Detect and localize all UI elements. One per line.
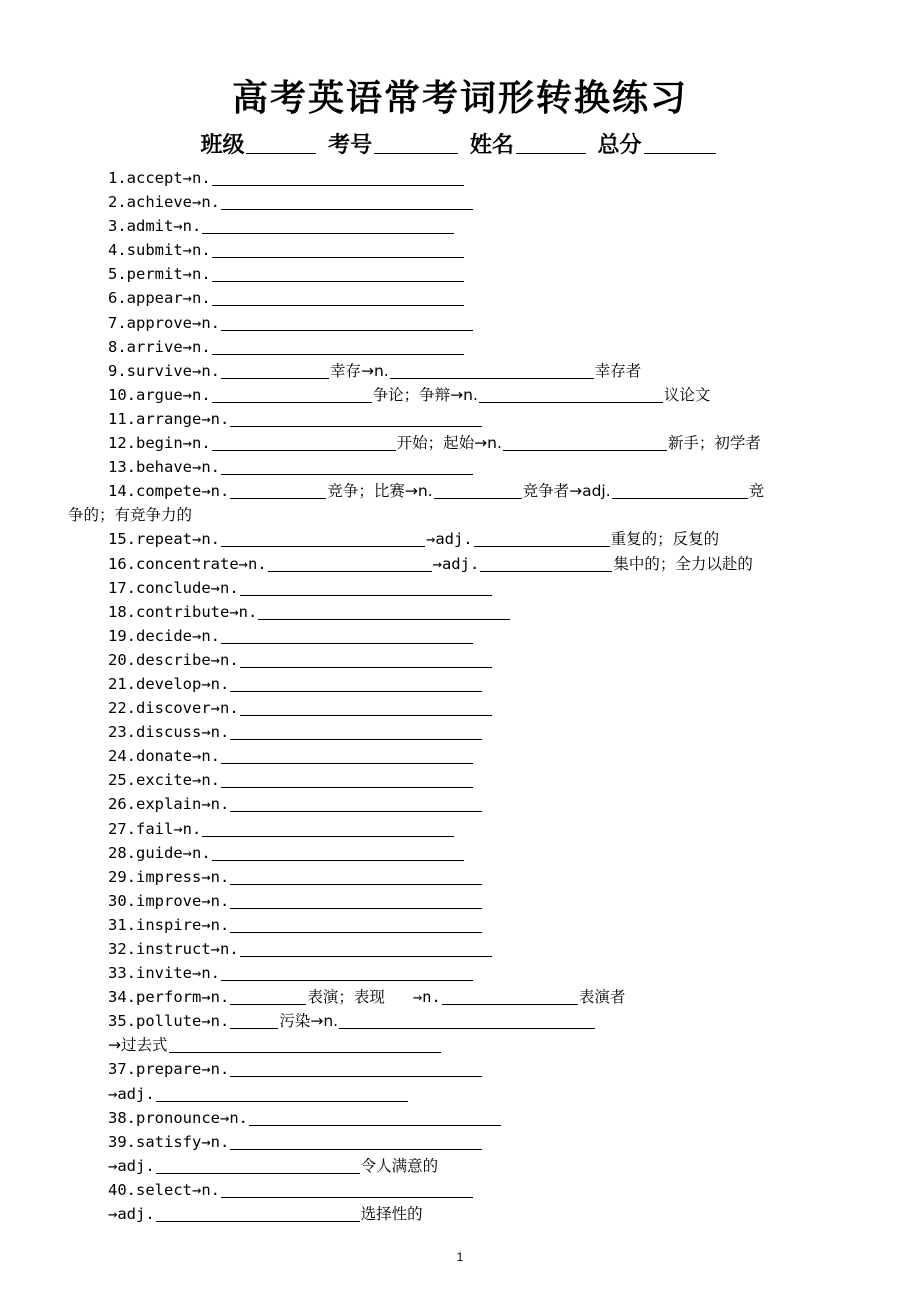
list-item: 18.contribute→n.: [0, 600, 920, 624]
answer-blank[interactable]: [339, 1011, 595, 1029]
answer-blank[interactable]: [249, 1108, 501, 1126]
name-label: 姓名: [469, 133, 514, 158]
list-item: 2.achieve→n.: [0, 190, 920, 214]
list-item: 11.arrange→n.: [0, 407, 920, 431]
list-item: 16.concentrate→n. →adj. 集中的；全力以赴的: [108, 554, 753, 573]
list-item: 35.pollute→n. 污染→n.: [0, 1009, 920, 1033]
list-item: 39.satisfy→n.: [0, 1130, 920, 1154]
list-item: 12.begin→n. 开始；起始→n. 新手；初学者: [108, 434, 761, 453]
list-item-continuation: →过去式: [0, 1033, 920, 1057]
list-item: 21.develop→n.: [0, 672, 920, 696]
answer-blank[interactable]: [212, 433, 396, 451]
list-item: 37.prepare→n.: [0, 1057, 920, 1081]
answer-blank[interactable]: [240, 939, 492, 957]
name-blank[interactable]: [516, 133, 586, 154]
exam-no-label: 考号: [328, 133, 373, 158]
answer-blank[interactable]: [612, 481, 748, 499]
answer-blank[interactable]: [474, 529, 610, 547]
list-item: 24.donate→n.: [0, 744, 920, 768]
score-label: 总分: [597, 133, 642, 158]
answer-blank[interactable]: [221, 963, 473, 981]
answer-blank[interactable]: [202, 819, 454, 837]
list-item: 8.arrive→n.: [0, 335, 920, 359]
answer-blank[interactable]: [169, 1035, 441, 1053]
answer-blank[interactable]: [212, 843, 464, 861]
answer-blank[interactable]: [212, 288, 464, 306]
list-item: 20.describe→n.: [0, 648, 920, 672]
answer-blank[interactable]: [230, 867, 482, 885]
answer-blank[interactable]: [442, 987, 578, 1005]
answer-blank[interactable]: [230, 722, 482, 740]
answer-blank[interactable]: [230, 1011, 278, 1029]
answer-blank[interactable]: [230, 409, 482, 427]
class-label: 班级: [200, 133, 245, 158]
page-title: 高考英语常考词形转换练习: [231, 78, 688, 119]
answer-blank[interactable]: [230, 1132, 482, 1150]
answer-blank[interactable]: [230, 915, 482, 933]
answer-blank[interactable]: [240, 578, 492, 596]
score-blank[interactable]: [644, 133, 716, 154]
list-item-continuation: →adj.: [0, 1082, 920, 1106]
answer-blank[interactable]: [221, 529, 425, 547]
list-item: 6.appear→n.: [0, 286, 920, 310]
list-item: 13.behave→n.: [0, 455, 920, 479]
answer-blank[interactable]: [480, 554, 612, 572]
list-item: 19.decide→n.: [0, 624, 920, 648]
list-item: 14.compete→n. 竞争；比赛→n. 竞争者→adj. 竞: [108, 482, 765, 501]
class-blank[interactable]: [246, 133, 316, 154]
answer-blank[interactable]: [258, 602, 510, 620]
list-item: 4.submit→n.: [0, 238, 920, 262]
list-item: 26.explain→n.: [0, 792, 920, 816]
answer-blank[interactable]: [212, 264, 464, 282]
list-item: 30.improve→n.: [0, 889, 920, 913]
answer-blank[interactable]: [479, 385, 663, 403]
answer-blank[interactable]: [230, 987, 306, 1005]
list-item: 27.fail→n.: [0, 817, 920, 841]
answer-blank[interactable]: [390, 361, 594, 379]
answer-blank[interactable]: [230, 794, 482, 812]
answer-blank[interactable]: [221, 746, 473, 764]
list-item: 7.approve→n.: [0, 311, 920, 335]
list-item-continuation: →adj. 选择性的: [108, 1205, 423, 1224]
answer-blank[interactable]: [434, 481, 522, 499]
answer-blank[interactable]: [212, 385, 372, 403]
exercise-list: [0, 166, 920, 1226]
answer-blank[interactable]: [240, 698, 492, 716]
list-item: 33.invite→n.: [0, 961, 920, 985]
list-item: 5.permit→n.: [0, 262, 920, 286]
answer-blank[interactable]: [230, 481, 326, 499]
answer-blank[interactable]: [212, 168, 464, 186]
answer-blank[interactable]: [230, 1059, 482, 1077]
answer-blank[interactable]: [268, 554, 432, 572]
list-item: 40.select→n.: [0, 1178, 920, 1202]
exam-no-blank[interactable]: [374, 133, 458, 154]
page-number: 1: [456, 1250, 464, 1264]
answer-blank[interactable]: [221, 361, 329, 379]
answer-blank[interactable]: [221, 192, 473, 210]
answer-blank[interactable]: [212, 240, 464, 258]
answer-blank[interactable]: [230, 891, 482, 909]
answer-blank[interactable]: [503, 433, 667, 451]
list-item: 23.discuss→n.: [0, 720, 920, 744]
list-item: 32.instruct→n.: [0, 937, 920, 961]
list-item: 10.argue→n. 争论；争辩→n. 议论文: [108, 385, 711, 404]
header-fields: [0, 128, 920, 159]
list-item: 1.accept→n.: [0, 166, 920, 190]
list-item: 34.perform→n. 表演；表现 →n. 表演者: [108, 988, 626, 1007]
list-item-continuation: 争的；有竞争力的: [68, 506, 193, 525]
list-item: 29.impress→n.: [0, 865, 920, 889]
list-item: 28.guide→n.: [0, 841, 920, 865]
list-item-continuation: →adj. 令人满意的: [108, 1156, 439, 1175]
answer-blank[interactable]: [202, 216, 454, 234]
answer-blank[interactable]: [240, 650, 492, 668]
answer-blank[interactable]: [156, 1204, 360, 1222]
answer-blank[interactable]: [156, 1156, 360, 1174]
list-item: 31.inspire→n.: [0, 913, 920, 937]
list-item: 3.admit→n.: [0, 214, 920, 238]
answer-blank[interactable]: [221, 626, 473, 644]
list-item: 22.discover→n.: [0, 696, 920, 720]
list-item: 9.survive→n. 幸存→n. 幸存者: [108, 361, 642, 380]
list-item: 15.repeat→n. →adj. 重复的；反复的: [108, 530, 720, 549]
answer-blank[interactable]: [156, 1084, 408, 1102]
answer-blank[interactable]: [221, 313, 473, 331]
list-item: 25.excite→n.: [0, 768, 920, 792]
answer-blank[interactable]: [221, 770, 473, 788]
answer-blank[interactable]: [212, 337, 464, 355]
list-item: 17.conclude→n.: [0, 576, 920, 600]
answer-blank[interactable]: [221, 457, 473, 475]
list-item: 38.pronounce→n.: [0, 1106, 920, 1130]
answer-blank[interactable]: [221, 1180, 473, 1198]
answer-blank[interactable]: [230, 674, 482, 692]
